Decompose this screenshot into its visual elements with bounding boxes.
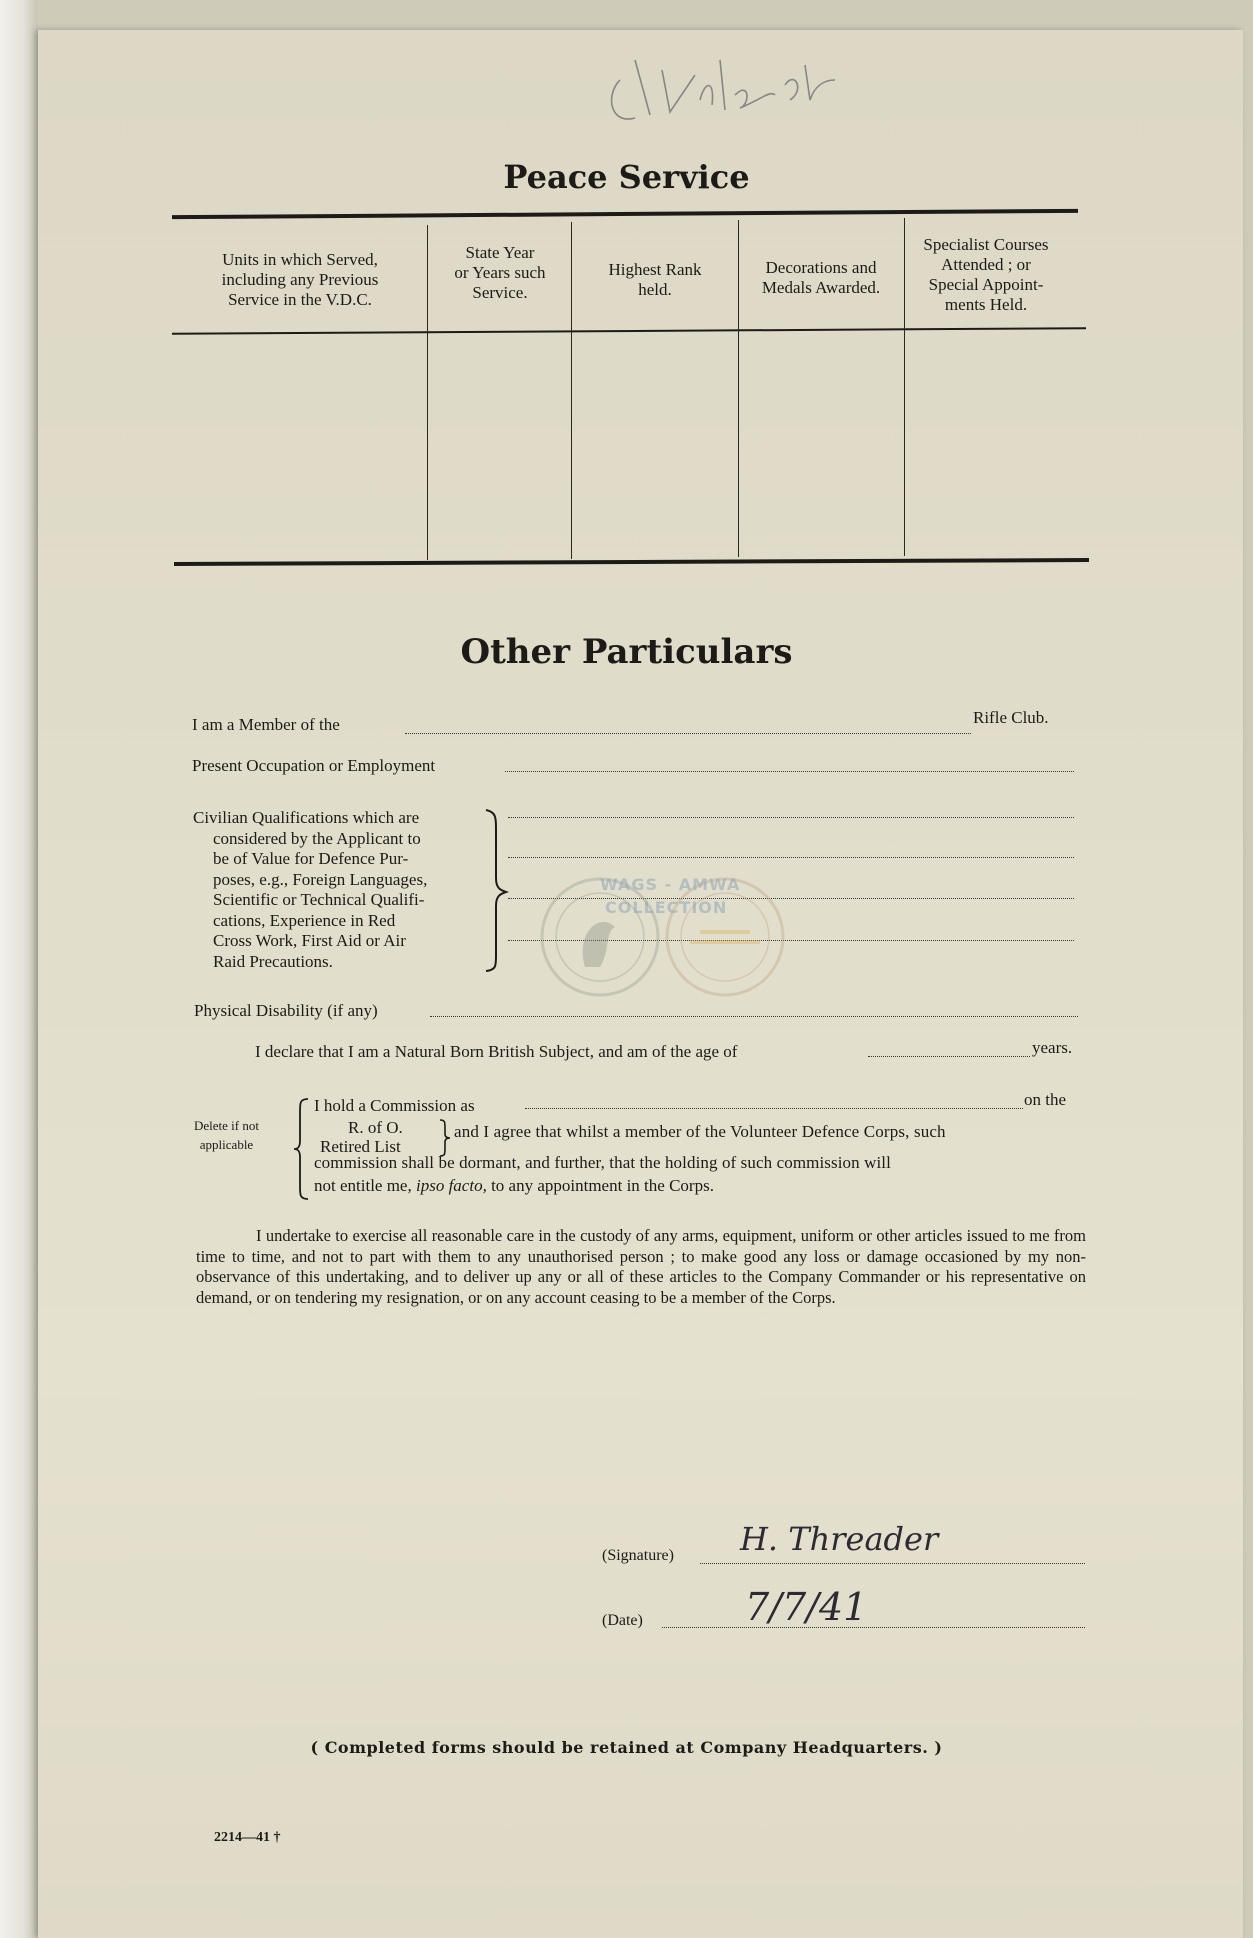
qualifications-field-2[interactable] (508, 856, 1074, 858)
commission-suffix: on the (1024, 1090, 1067, 1109)
physical-disability-field[interactable] (430, 1015, 1078, 1017)
col-header-decorations: Decorations and Medals Awarded. (761, 258, 881, 297)
rifle-club-field[interactable] (405, 732, 971, 734)
commission-agreement-line: and I agree that whilst a member of the Volunteer Defence Corps, such (454, 1122, 946, 1141)
delete-note: Delete if not applicable (194, 1118, 259, 1152)
form-code: 2214—41 † (214, 1830, 281, 1845)
pencil-note-civilian (600, 40, 840, 130)
commission-field[interactable] (525, 1107, 1023, 1109)
reserve-of-officers-label: R. of O. (348, 1118, 403, 1137)
declaration-text: I declare that I am a Natural Born British Subject, and am of the age of (255, 1042, 738, 1061)
retired-list-label: Retired List (320, 1137, 401, 1156)
retention-note: ( Completed forms should be retained at Company Headquarters. ) (310, 1738, 943, 1757)
table-col-divider (427, 225, 428, 560)
ro-right-brace (438, 1118, 452, 1158)
civilian-qualifications-label: Civilian Qualifications which are considered by the Applicant to be of Value for Defence Pur- poses, e.g., Foreign Languages, Scientific or Technical Qualifi- cations, Experience in Red Cross Work, First Aid or Air Raid Precautions. (193, 808, 428, 971)
signature-label: (Signature) (602, 1547, 674, 1564)
date-handwriting: 7/7/41 (745, 1585, 868, 1629)
qualifications-field-1[interactable] (508, 816, 1074, 818)
commission-appointment-line: not entitle me, ipso facto, to any appointment in the Corps. (314, 1176, 714, 1195)
date-field[interactable] (662, 1626, 1085, 1628)
occupation-field[interactable] (505, 770, 1074, 772)
table-col-divider (904, 218, 905, 556)
undertaking-paragraph: I undertake to exercise all reasonable care in the custody of any arms, equipment, uniform or other articles issued to me from time to time, and not to part with them to any unauthorised person ; to make good any loss or damage occasioned by my non-observance of this undertaking, and to deliver up any or all of these articles to the Company Commander or his representative on demand, or on tendering my resignation, or on any account ceasing to be a member of the Corps. (196, 1226, 1086, 1307)
occupation-label: Present Occupation or Employment (192, 756, 436, 775)
commission-label: I hold a Commission as (314, 1096, 475, 1115)
col-header-units: Units in which Served, including any Previous Service in the V.D.C. (221, 250, 379, 309)
col-header-rank: Highest Rank held. (608, 260, 702, 299)
watermark-line-2: COLLECTION (605, 898, 728, 917)
qualifications-brace (484, 808, 510, 973)
age-field[interactable] (868, 1055, 1030, 1057)
signature-field[interactable] (700, 1562, 1085, 1564)
peace-service-title: Peace Service (503, 158, 750, 196)
table-col-divider (571, 222, 572, 559)
watermark-line-1: WAGS - AMWA (600, 875, 741, 894)
rifle-club-label: I am a Member of the (192, 715, 340, 734)
table-col-divider (738, 220, 739, 557)
signature-handwriting: H. Threader (740, 1520, 939, 1558)
other-particulars-title: Other Particulars (460, 632, 793, 672)
rifle-club-suffix: Rifle Club. (973, 708, 1049, 727)
commission-left-brace (292, 1097, 312, 1201)
col-header-specialist: Specialist Courses Attended ; or Special Appoint- ments Held. (923, 235, 1049, 314)
declaration-suffix: years. (1032, 1038, 1073, 1057)
physical-disability-label: Physical Disability (if any) (194, 1001, 378, 1020)
binding-edge (0, 0, 38, 1938)
commission-dormant-line: commission shall be dormant, and further, that the holding of such commission will (314, 1153, 891, 1172)
date-label: (Date) (602, 1612, 643, 1629)
col-header-years: State Year or Years such Service. (454, 243, 546, 302)
